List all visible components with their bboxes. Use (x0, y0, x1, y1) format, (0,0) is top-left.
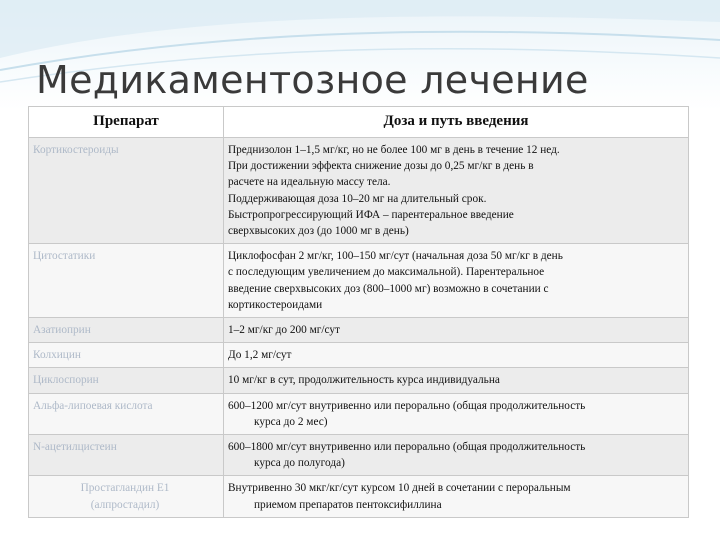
dose-line: приемом препаратов пентоксифиллина (254, 498, 442, 511)
table-row (29, 476, 689, 517)
dose-line: Внутривенно 30 мкг/кг/сут курсом 10 дней в сочетании с пероральным (228, 482, 571, 495)
dose-line: введение сверхвысоких доз (800–1000 мг) возможно в сочетании с (228, 282, 549, 295)
dose-cell (224, 393, 689, 434)
dose-cell (224, 476, 689, 517)
treatment-table (28, 106, 689, 518)
table-row (29, 368, 689, 393)
dose-line: Быстропрогрессирующий ИФА – парентеральное введение (228, 208, 514, 221)
drug-name: N-ацетилцистеин (29, 435, 224, 476)
table-header-row (29, 107, 689, 138)
table-row (29, 244, 689, 318)
dose-line: 600–1800 мг/сут внутривенно или перорально (общая продолжительность (228, 441, 586, 454)
table-row (29, 138, 689, 244)
table-row (29, 343, 689, 368)
drug-name: Азатиоприн (29, 318, 224, 343)
drug-name: Альфа-липоевая кислота (29, 393, 224, 434)
dose-line: с последующим увеличением до максимальной). Парентеральное (228, 266, 545, 279)
dose-line: курса до полугода) (254, 457, 345, 470)
dose-cell: 10 мг/кг в сут, продолжительность курса индивидуальна (224, 368, 689, 393)
header-dose: Доза и путь введения (224, 107, 689, 138)
dose-cell (224, 435, 689, 476)
dose-line: Циклофосфан 2 мг/кг, 100–150 мг/сут (начальная доза 50 мг/кг в день (228, 250, 563, 263)
page-title: Медикаментозное лечение (36, 58, 589, 102)
dose-line: расчете на идеальную массу тела. (228, 176, 391, 189)
drug-name: Кортикостероиды (29, 138, 224, 244)
drug-name (29, 476, 224, 517)
dose-line: сверхвысоких доз (до 1000 мг в день) (228, 225, 409, 238)
drug-name: Цитостатики (29, 244, 224, 318)
dose-line: Преднизолон 1–1,5 мг/кг, но не более 100 мг в день в течение 12 нед. (228, 144, 560, 156)
dose-line: курса до 2 мес) (254, 415, 328, 428)
drug-name-line: Простагландин Е1 (80, 482, 170, 495)
dose-line: кортикостероидами (228, 298, 323, 311)
header-drug: Препарат (29, 107, 224, 138)
drug-name: Циклоспорин (29, 368, 224, 393)
dose-line: Поддерживающая доза 10–20 мг на длительный срок. (228, 192, 487, 205)
table-row (29, 393, 689, 434)
dose-cell (224, 244, 689, 318)
dose-cell: 1–2 мг/кг до 200 мг/сут (224, 318, 689, 343)
drug-name: Колхицин (29, 343, 224, 368)
dose-line: 600–1200 мг/сут внутривенно или перорально (общая продолжительность (228, 399, 586, 412)
dose-line: При достижении эффекта снижение дозы до 0,25 мг/кг в день в (228, 160, 534, 173)
dose-cell: До 1,2 мг/сут (224, 343, 689, 368)
table-row (29, 435, 689, 476)
table-row (29, 318, 689, 343)
drug-name-line: (алпростадил) (90, 498, 160, 511)
dose-cell (224, 138, 689, 244)
